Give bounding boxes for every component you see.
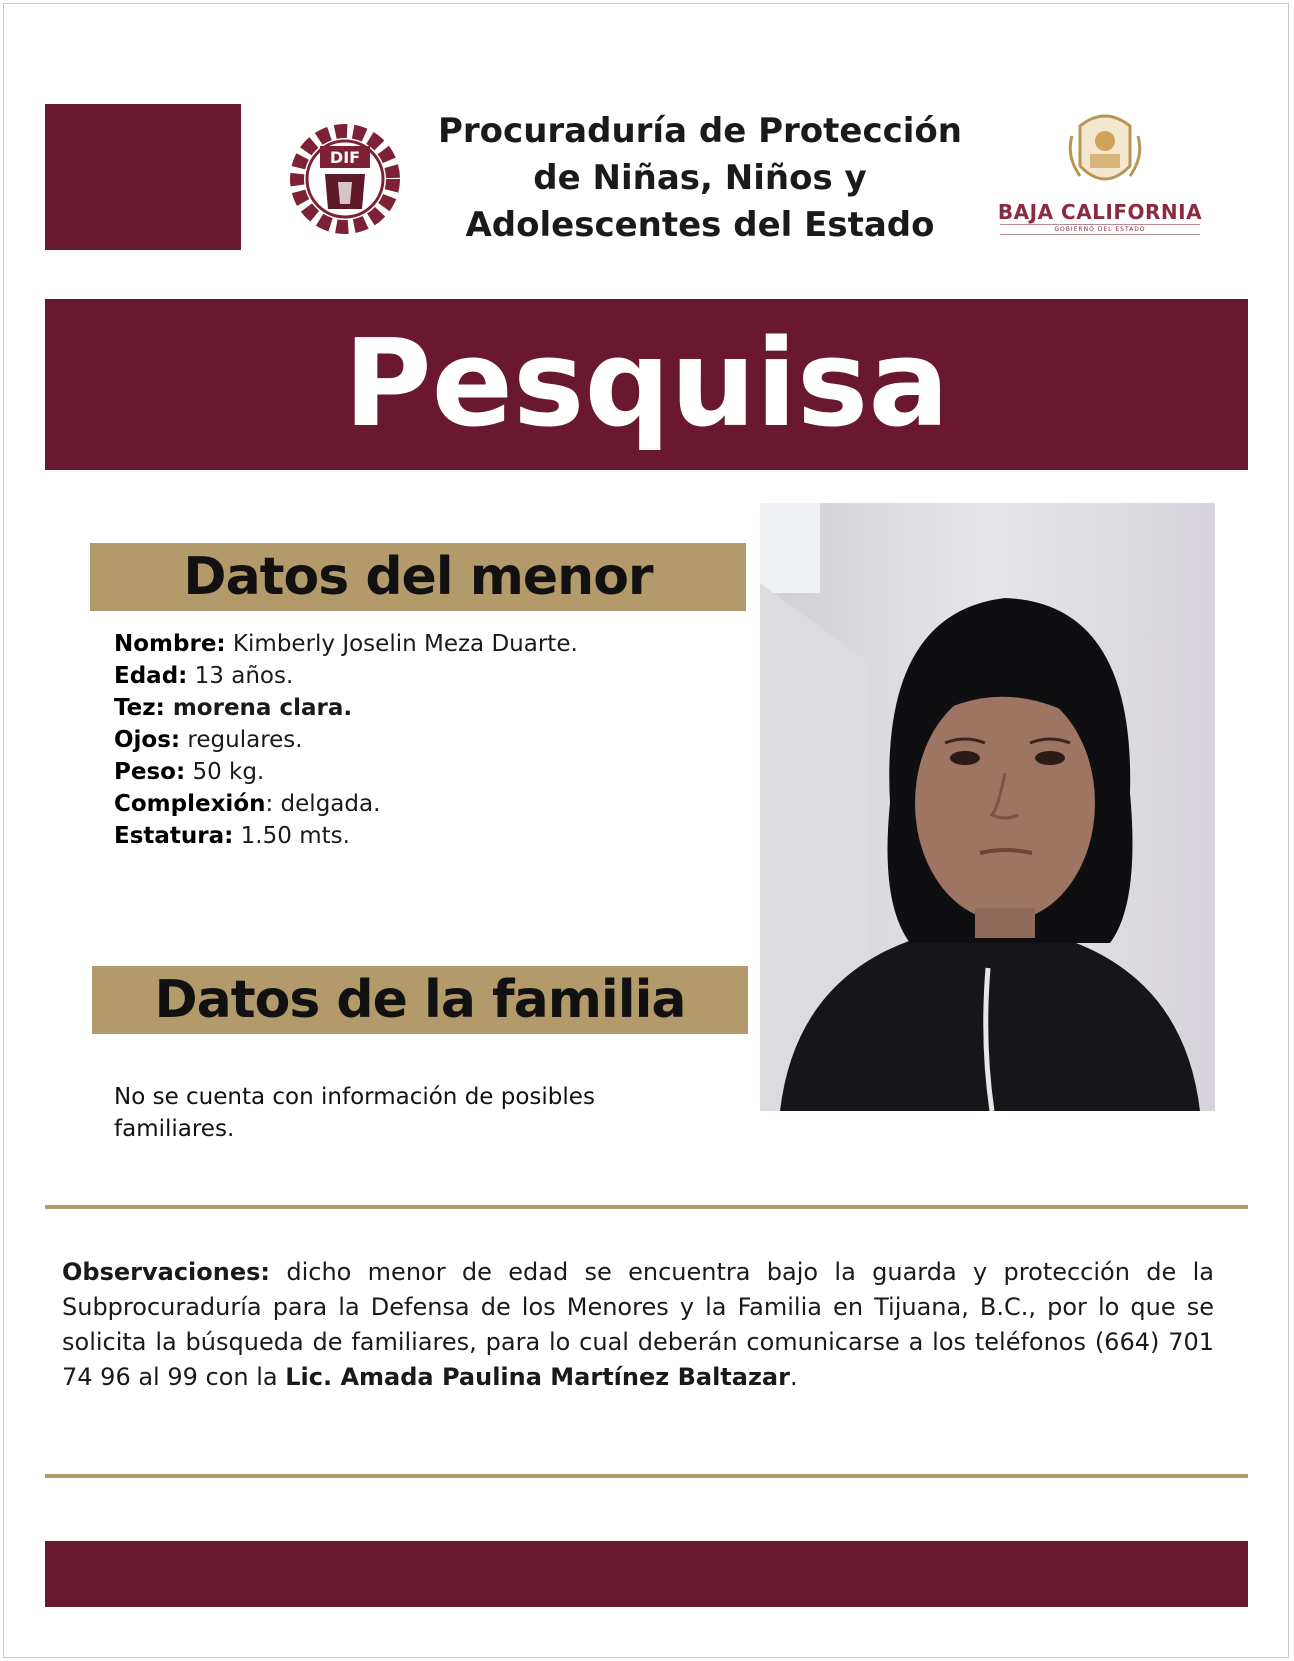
detail-row-tez	[114, 692, 578, 724]
header-color-block	[45, 104, 241, 250]
detail-value: 13 años.	[187, 663, 294, 689]
detail-label: Tez:	[114, 695, 165, 721]
agency-title-line: Adolescentes del Estado	[465, 205, 935, 245]
observations-label: Observaciones:	[62, 1258, 271, 1286]
child-details	[114, 628, 578, 852]
detail-value: regulares.	[180, 727, 303, 753]
agency-title-line: Procuraduría de Protección	[438, 111, 962, 151]
detail-label: Estatura:	[114, 823, 234, 849]
detail-label: Nombre:	[114, 631, 226, 657]
detail-row-complexion	[114, 788, 578, 820]
detail-row-peso	[114, 756, 578, 788]
detail-value: Kimberly Joselin Meza Duarte.	[225, 631, 578, 657]
detail-row-estatura	[114, 820, 578, 852]
detail-label: Ojos:	[114, 727, 181, 753]
detail-value: : delgada.	[265, 791, 381, 817]
detail-value: 1.50 mts.	[233, 823, 350, 849]
section-heading-menor: Datos del menor	[90, 543, 746, 611]
detail-value: 50 kg.	[185, 759, 265, 785]
detail-row-edad	[114, 660, 578, 692]
divider-top	[45, 1205, 1248, 1209]
agency-title-line: de Niñas, Niños y	[533, 158, 867, 198]
observations-end: .	[789, 1363, 798, 1391]
section-heading-familia: Datos de la familia	[92, 966, 748, 1034]
observations-contact: Lic. Amada Paulina Martínez Baltazar	[285, 1363, 790, 1391]
detail-value: morena clara.	[164, 695, 353, 721]
detail-label: Edad:	[114, 663, 188, 689]
state-name: BAJA CALIFORNIA	[997, 200, 1203, 224]
baja-california-emblem	[1060, 106, 1150, 194]
detail-row-nombre	[114, 628, 578, 660]
svg-text:DIF: DIF	[329, 148, 361, 167]
detail-label: Peso:	[114, 759, 186, 785]
detail-label: Complexión	[114, 791, 266, 817]
family-info-text: No se cuenta con información de posibles familiares.	[114, 1084, 595, 1142]
observations-text: dicho menor de edad se encuentra bajo la guarda y protección de la Subprocuraduría para la Defensa de los Menores y la Familia en Tijuana, B.C., por lo que se solicita la búsqueda de familiares, para lo cual deberán comunicarse a los teléfonos (664) 701 74 96 al 99 con la	[62, 1258, 1214, 1391]
agency-title	[420, 108, 980, 249]
dif-logo	[270, 104, 420, 254]
child-photo	[760, 503, 1215, 1111]
state-subtitle: GOBIERNO DEL ESTADO	[1000, 224, 1200, 235]
page-title: Pesquisa	[343, 315, 950, 454]
footer-bar	[45, 1541, 1248, 1607]
detail-row-ojos	[114, 724, 578, 756]
observations-paragraph	[62, 1255, 1214, 1395]
divider-bottom	[45, 1474, 1248, 1478]
